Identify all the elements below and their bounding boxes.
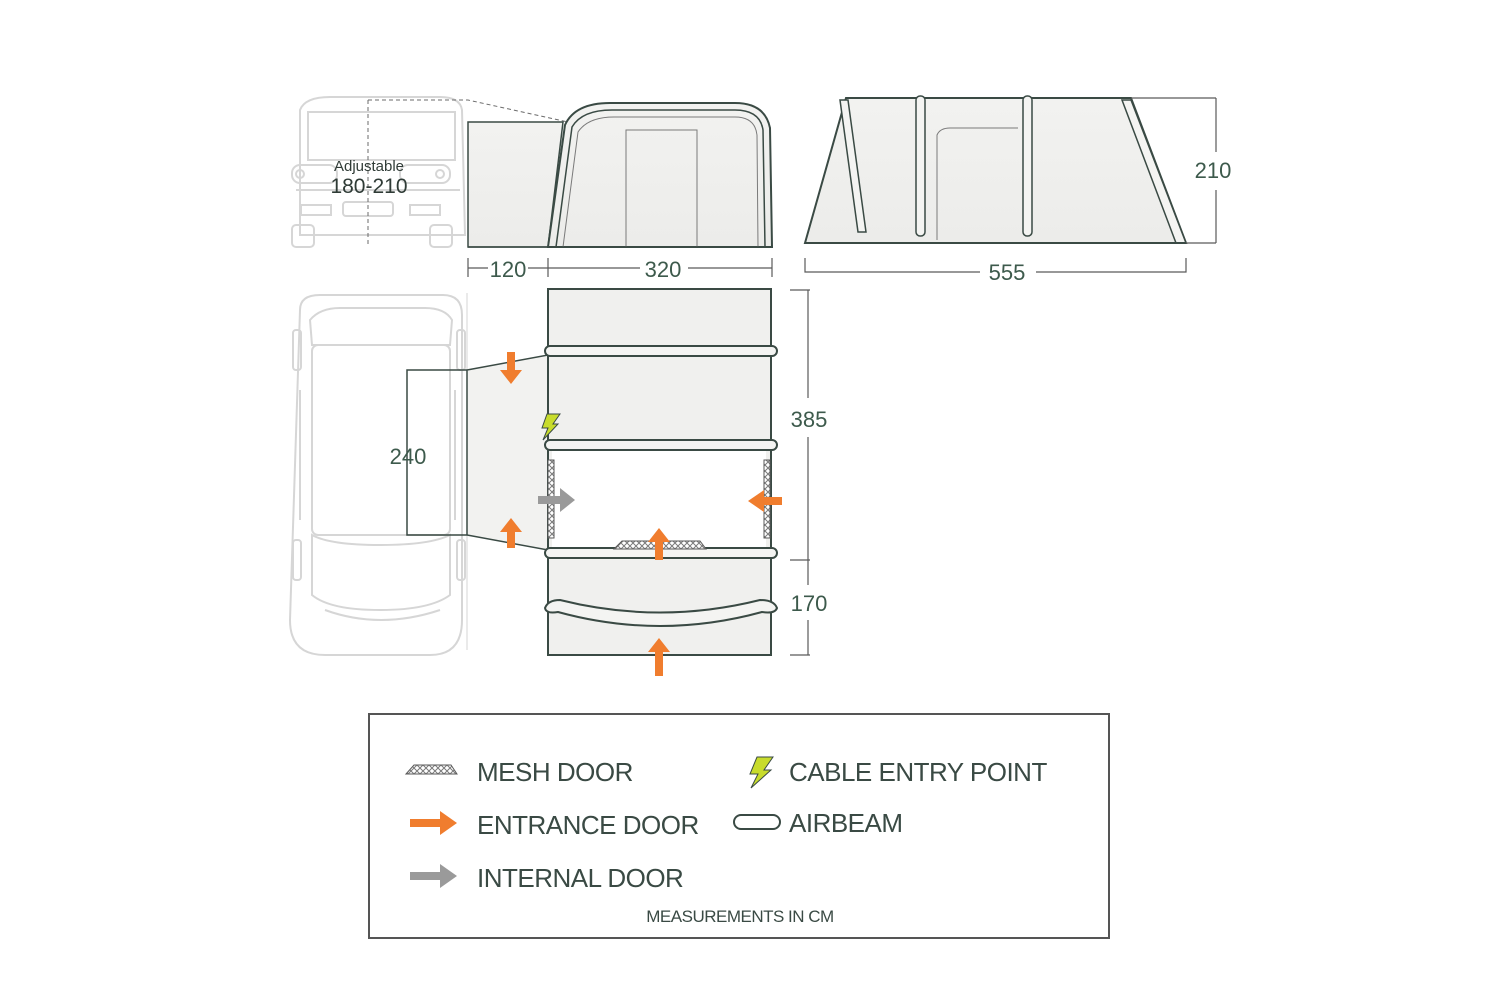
legend: [369, 714, 1109, 938]
porch-depth-value: 170: [790, 591, 828, 616]
inner-depth-value: 385: [790, 407, 828, 432]
door-width-value: 240: [389, 444, 427, 469]
measurements-note: MEASUREMENTS IN CM: [646, 907, 834, 926]
legend-cable-entry: CABLE ENTRY POINT: [789, 757, 1047, 787]
legend-entrance-door: ENTRANCE DOOR: [477, 810, 699, 840]
airbeam-icon: [734, 815, 780, 829]
tent-length: 320: [644, 257, 682, 282]
connection-tunnel: [468, 122, 563, 247]
legend-airbeam: AIRBEAM: [789, 808, 903, 838]
front-view: [292, 97, 772, 282]
adjustable-range: 180-210: [330, 175, 408, 198]
vehicle-top-illustration: [290, 295, 465, 655]
height-value: 210: [1194, 158, 1232, 183]
legend-internal-door: INTERNAL DOOR: [477, 863, 684, 893]
floor-plan: [290, 289, 827, 676]
mesh-door-icon: [406, 765, 457, 774]
legend-mesh-door: MESH DOOR: [477, 757, 633, 787]
drive-away-length: 120: [489, 257, 527, 282]
side-length-value: 555: [988, 260, 1026, 285]
side-view: [805, 96, 1231, 285]
adjustable-label: Adjustable: [333, 158, 405, 175]
tunnel-plan: [467, 355, 548, 550]
